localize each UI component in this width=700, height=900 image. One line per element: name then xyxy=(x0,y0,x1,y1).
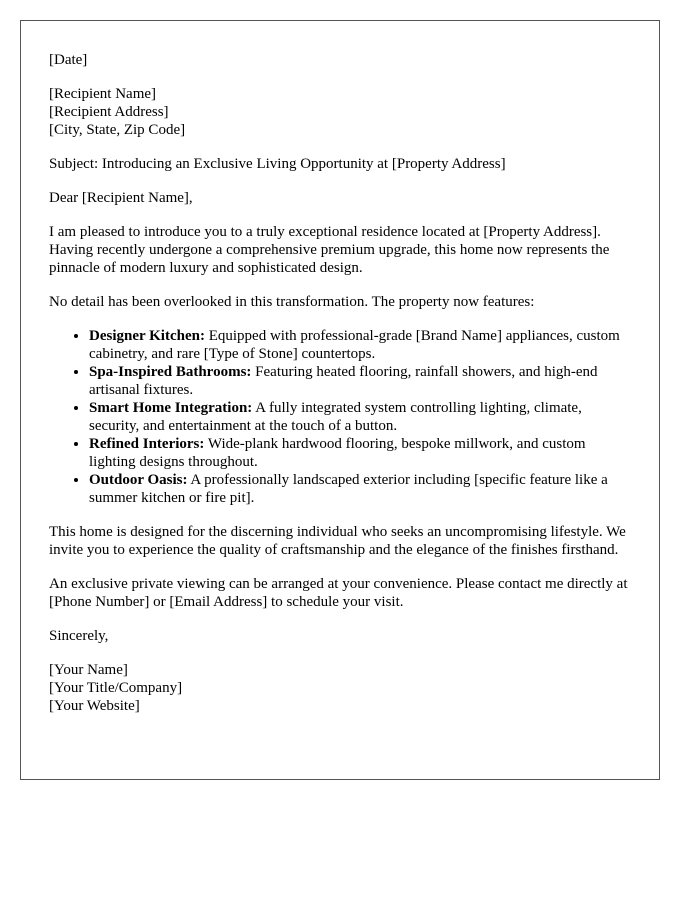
feature-text: A fully integrated system controlling lighting, climate, security, and entertainment at the touch of a button. xyxy=(89,400,582,434)
sender-website: [Your Website] xyxy=(49,698,140,714)
sign-off: Sincerely, xyxy=(49,628,109,644)
features-intro: No detail has been overlooked in this transformation. The property now features: xyxy=(49,294,535,310)
recipient-name: [Recipient Name] xyxy=(49,86,157,102)
feature-item xyxy=(89,363,631,399)
intro-paragraph: I am pleased to introduce you to a truly exceptional residence located at [Property Address]. Having recently undergone a comprehensive premium upgrade, this home now represents the pinnacle of modern luxury and sophisticated design. xyxy=(49,224,610,276)
feature-item xyxy=(89,435,631,471)
feature-title: Smart Home Integration: xyxy=(89,400,253,416)
feature-item xyxy=(89,327,631,363)
feature-title: Spa-Inspired Bathrooms: xyxy=(89,364,252,380)
feature-text: A professionally landscaped exterior including [specific feature like a summer kitchen or fire pit]. xyxy=(89,472,608,506)
sender-title-company: [Your Title/Company] xyxy=(49,680,183,696)
feature-text: Wide-plank hardwood flooring, bespoke millwork, and custom lighting designs throughout. xyxy=(89,436,586,470)
feature-text: Equipped with professional-grade [Brand Name] appliances, custom cabinetry, and rare [Type of Stone] countertops. xyxy=(89,328,620,362)
letter-subject: Subject: Introducing an Exclusive Living Opportunity at [Property Address] xyxy=(49,156,506,172)
recipient-address-block xyxy=(49,85,631,139)
letter-date: [Date] xyxy=(49,52,88,68)
features-list xyxy=(49,327,631,507)
sender-name: [Your Name] xyxy=(49,662,128,678)
closing-paragraph-1: This home is designed for the discerning individual who seeks an uncompromising lifestyle. We invite you to experience the quality of craftsmanship and the elegance of the finishes firsthand. xyxy=(49,524,626,558)
feature-title: Designer Kitchen: xyxy=(89,328,205,344)
sender-block xyxy=(49,661,631,715)
letter-page xyxy=(20,20,660,780)
feature-title: Refined Interiors: xyxy=(89,436,205,452)
feature-item xyxy=(89,399,631,435)
closing-paragraph-2: An exclusive private viewing can be arranged at your convenience. Please contact me directly at [Phone Number] or [Email Address] to schedule your visit. xyxy=(49,576,628,610)
feature-item xyxy=(89,471,631,507)
feature-title: Outdoor Oasis: xyxy=(89,472,188,488)
letter-salutation: Dear [Recipient Name], xyxy=(49,190,193,206)
feature-text: Featuring heated flooring, rainfall showers, and high-end artisanal fixtures. xyxy=(89,364,598,398)
recipient-address: [Recipient Address] xyxy=(49,104,169,120)
recipient-city-state-zip: [City, State, Zip Code] xyxy=(49,122,186,138)
